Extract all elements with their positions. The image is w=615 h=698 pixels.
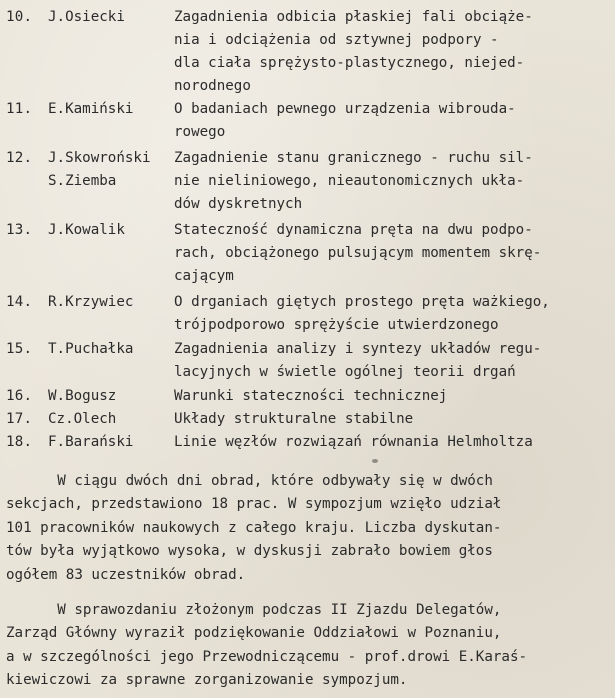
author-name: S.Ziemba (48, 173, 117, 189)
title-line: cającym (174, 268, 234, 284)
author-name: T.Puchałka (48, 341, 134, 357)
title-line: dów dyskretnych (174, 196, 303, 212)
paragraph-line: Zarząd Główny wyraził podziękowanie Oddziałowi w Poznaniu, (6, 625, 502, 642)
entry-title (174, 219, 606, 288)
title-line: Stateczność dynamiczna pręta na dwu podpo- (174, 222, 533, 238)
title-line: O drganiach giętych prostego pręta ważkiego, (174, 294, 550, 310)
title-line: Zagadnienia odbicia płaskiej fali obciąże- (174, 9, 533, 25)
author-name: F.Barański (48, 434, 134, 450)
title-line: Zagadnienia analizy i syntezy układów regu- (174, 341, 542, 357)
entry-authors (48, 291, 178, 314)
author-name: J.Osiecki (48, 9, 125, 25)
entry-title (174, 338, 606, 384)
entry-title (174, 98, 606, 144)
author-name: Cz.Olech (48, 411, 117, 427)
paragraph-line: tów była wyjątkowo wysoka, w dyskusji zabrało bowiem głos (6, 543, 493, 560)
entry-title (174, 291, 606, 337)
ink-smudge (372, 459, 378, 463)
title-line: norodnego (174, 78, 251, 94)
title-line: nie nieliniowego, nieautonomicznych ukła- (174, 173, 525, 189)
author-name: E.Kamiński (48, 101, 134, 117)
entry-authors (48, 431, 178, 454)
title-line: rowego (174, 124, 226, 140)
entry-title (174, 147, 606, 216)
title-line: trójpodporowo sprężyście utwierdzonego (174, 317, 499, 333)
entry-authors (48, 338, 178, 361)
entry-number: 12. (6, 150, 33, 166)
summary-paragraph (6, 470, 606, 587)
entry-number: 16. (6, 388, 33, 404)
entry-title (174, 408, 606, 431)
entry-title (174, 431, 606, 454)
title-line: nia i odciążenia od sztywnej podpory - (174, 32, 499, 48)
title-line: O badaniach pewnego urządzenia wibrouda- (174, 101, 516, 117)
author-name: J.Skowroński (48, 150, 151, 166)
entry-authors (48, 98, 178, 121)
entry-authors (48, 219, 178, 242)
title-line: Układy strukturalne stabilne (174, 411, 414, 427)
entry-number: 10. (6, 9, 33, 25)
title-line: rach, obciążonego pulsującym momentem skrę- (174, 245, 542, 261)
title-line: dla ciała sprężysto-plastycznego, niejed- (174, 55, 525, 71)
paragraph-line: sekcjach, przedstawiono 18 prac. W sympozjum wzięło udział (6, 496, 502, 513)
entry-number: 14. (6, 294, 33, 310)
paragraph-line: kiewiczowi za sprawne zorganizowanie sympozjum. (6, 672, 408, 689)
author-name: J.Kowalik (48, 222, 125, 238)
entry-title (174, 6, 606, 98)
paragraph-line: W ciągu dwóch dni obrad, które odbywały się w dwóch (6, 473, 493, 489)
entry-number: 13. (6, 222, 33, 238)
entry-number: 18. (6, 434, 33, 450)
entry-number: 15. (6, 341, 33, 357)
title-line: Zagadnienie stanu granicznego - ruchu sil- (174, 150, 533, 166)
title-line: Linie węzłów rozwiązań równania Helmholtza (174, 434, 533, 450)
entry-authors (48, 147, 178, 193)
entry-number: 11. (6, 101, 33, 117)
paragraph-line: W sprawozdaniu złożonym podczas II Zjazdu Delegatów, (6, 602, 502, 618)
paragraph-line: 101 pracowników naukowych z całego kraju. Liczba dyskutan- (6, 519, 502, 536)
entry-number: 17. (6, 411, 33, 427)
entry-title (174, 385, 606, 408)
entry-authors (48, 408, 178, 431)
entry-authors (48, 6, 178, 29)
title-line: lacyjnych w świetle ogólnej teorii drgań (174, 364, 516, 380)
paragraph-line: a w szczególności jego Przewodniczącemu - prof.drowi E.Karaś- (6, 648, 528, 665)
thanks-paragraph (6, 599, 606, 693)
title-line: Warunki stateczności technicznej (174, 388, 448, 404)
author-name: R.Krzywiec (48, 294, 134, 310)
paragraph-line: ogółem 83 uczestników obrad. (6, 566, 246, 583)
author-name: W.Bogusz (48, 388, 117, 404)
entry-authors (48, 385, 178, 408)
